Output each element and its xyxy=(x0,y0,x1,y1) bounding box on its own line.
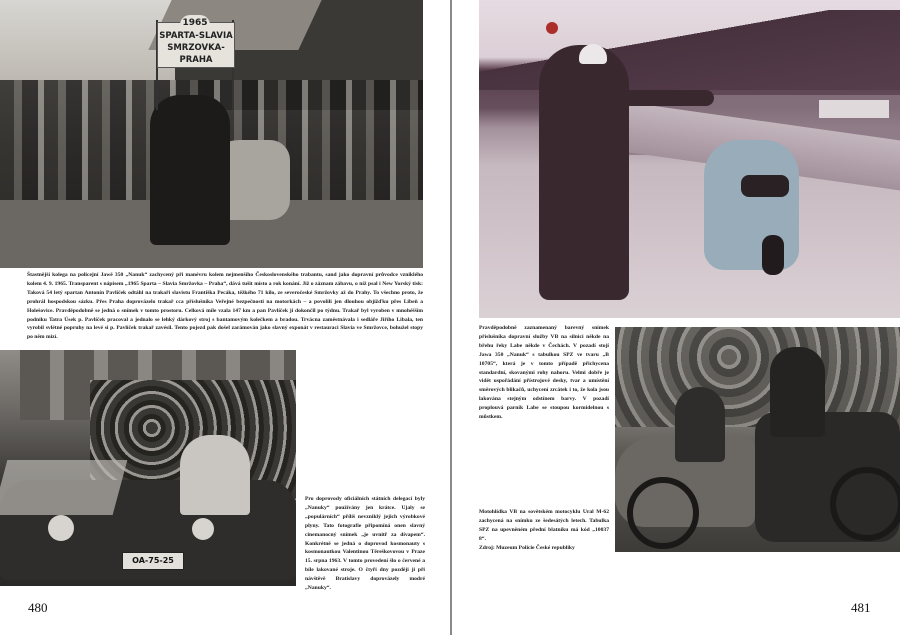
photo-wheel xyxy=(830,467,900,541)
caption-bottom-left: Pro doprovody oficiálních státních delegací byly „Nanuky“ používány jen krátce. Ujaly se „populárních“ příliš nevzniklý jejich výrobkové plyny. Tato fotografie připomíná onen slavný cinemanocný snímek „je uvnitř za dívapem“. Konkrétně se jedná o doprovod kosmonauty s kosmonautkou Valentinou Těreškovovou v Praze 15. srpna 1963. V tomto provedení šlo o červené a bíle lakované stroje. O čtyři dny později ji při návštěvě Bratislavy doprovázely modré „Nanuky“. xyxy=(305,496,425,592)
photo-tint xyxy=(479,0,900,318)
photo-trakar-race-1965 xyxy=(0,0,423,268)
photo-rider xyxy=(150,95,230,245)
photo-headlamp xyxy=(48,515,74,541)
banner-sign xyxy=(157,18,235,68)
sign-line-2: SMRZOVKA-PRAHA xyxy=(167,43,225,65)
photo-rider xyxy=(770,347,825,437)
page-number-left: 480 xyxy=(28,600,48,615)
photo-passenger xyxy=(675,387,725,462)
right-page xyxy=(452,0,900,635)
photo-sidecar-patrol xyxy=(615,327,900,552)
caption-top-right: Pravděpodobně zaznamenaný barevný snímek příslušníka dopravní služby VB na silnici někde na břehu řeky Labe někde v Čechách. V pozadí stojí Jawa 350 „Nanuk“ s tabulkou SPZ ve tvaru „B 10705“, která je v tomto případě přichycena standardní, skovanými rohy nahoru. Velmi dobře je vidět uspořádání přístrojové desky, tvar a umístění směrových blikačů, uchycení zrcátek i to, že kola jsou lakována stejným odstínem barvy. V pozadí proplouvá parník Labe se stoupou kormidelnou s můstkem. xyxy=(479,325,609,421)
photo-credit: Zdroj: Muzeum Policie České republiky xyxy=(479,544,575,551)
sign-line-1: SPARTA-SLAVIA xyxy=(159,31,233,41)
license-plate: OA-75-25 xyxy=(122,552,184,570)
caption-text: Motohlídka VB na sovětském motocyklu Ural M-62 zachycená na snímku ze šedesátých letech. Tabulka SPZ na upevněném přední blatníku má kód „10037 8“. xyxy=(479,509,609,542)
photo-headlamp xyxy=(192,518,214,540)
sign-year: 1965 xyxy=(180,15,210,29)
photo-wheel xyxy=(627,477,699,549)
photo-traffic-officer xyxy=(479,0,900,318)
photo-cosmonaut-escort xyxy=(0,350,296,586)
caption-bottom-right xyxy=(479,508,609,553)
photo-windshield xyxy=(0,460,127,515)
page-number-right: 481 xyxy=(851,600,871,615)
photo-motorcyclist xyxy=(180,435,250,515)
caption-top-left: Štastnější kolega na policejní Jawě 350 „Nanuk“ zachycený při manévru kolem nejmenšího Československého trabantu, sand jako dopravní průvodce vzniklého kolem 4. 9. 1965. Transparent s nápisem „1965 Sparta – Slavia Smržovka – Praha“, dává tušit místo a rok konání. Již o záznam zábavu, o níž psal i New Yorský tisk: Taková 54 letý spartan Antonín Pavlíček odtáhl na trakaři slavistu Františka Pecáka, těžkého 71 kilo, ze severočeské Smržovky až do Prahy. To všechno proto, že prohrál hospodskou sázku. Přes Praha doprovázelo trakař cca příslušníka Veřejné bezpečnosti na motorkách – a povolili jen dlouhou objížďku přes Libeň a Holešovice. Pravděpodobně se jedná o snímek v tomto prostoru. Celková míle vzala 147 km a pan Pavlíček ji dokončil po týdnu. Trakař byl vyroben v mnohéšším podniku Tatra Úsek p. Pavlíček pracoval a jednalo se lehký dárkový stroj s bantamovým kolečkem a bradou. Trvácna zaměstnávala i sedláře Jiřího Libala, ten vyrobil svlétné popruhy na levé si p. Pavlíček trakař zavésil. Tento pojezd pak došel zarámován jako slavný exponát v restauraci Slavia ve Smržovce, bohužel stopy po něm mizí. xyxy=(27,272,423,341)
